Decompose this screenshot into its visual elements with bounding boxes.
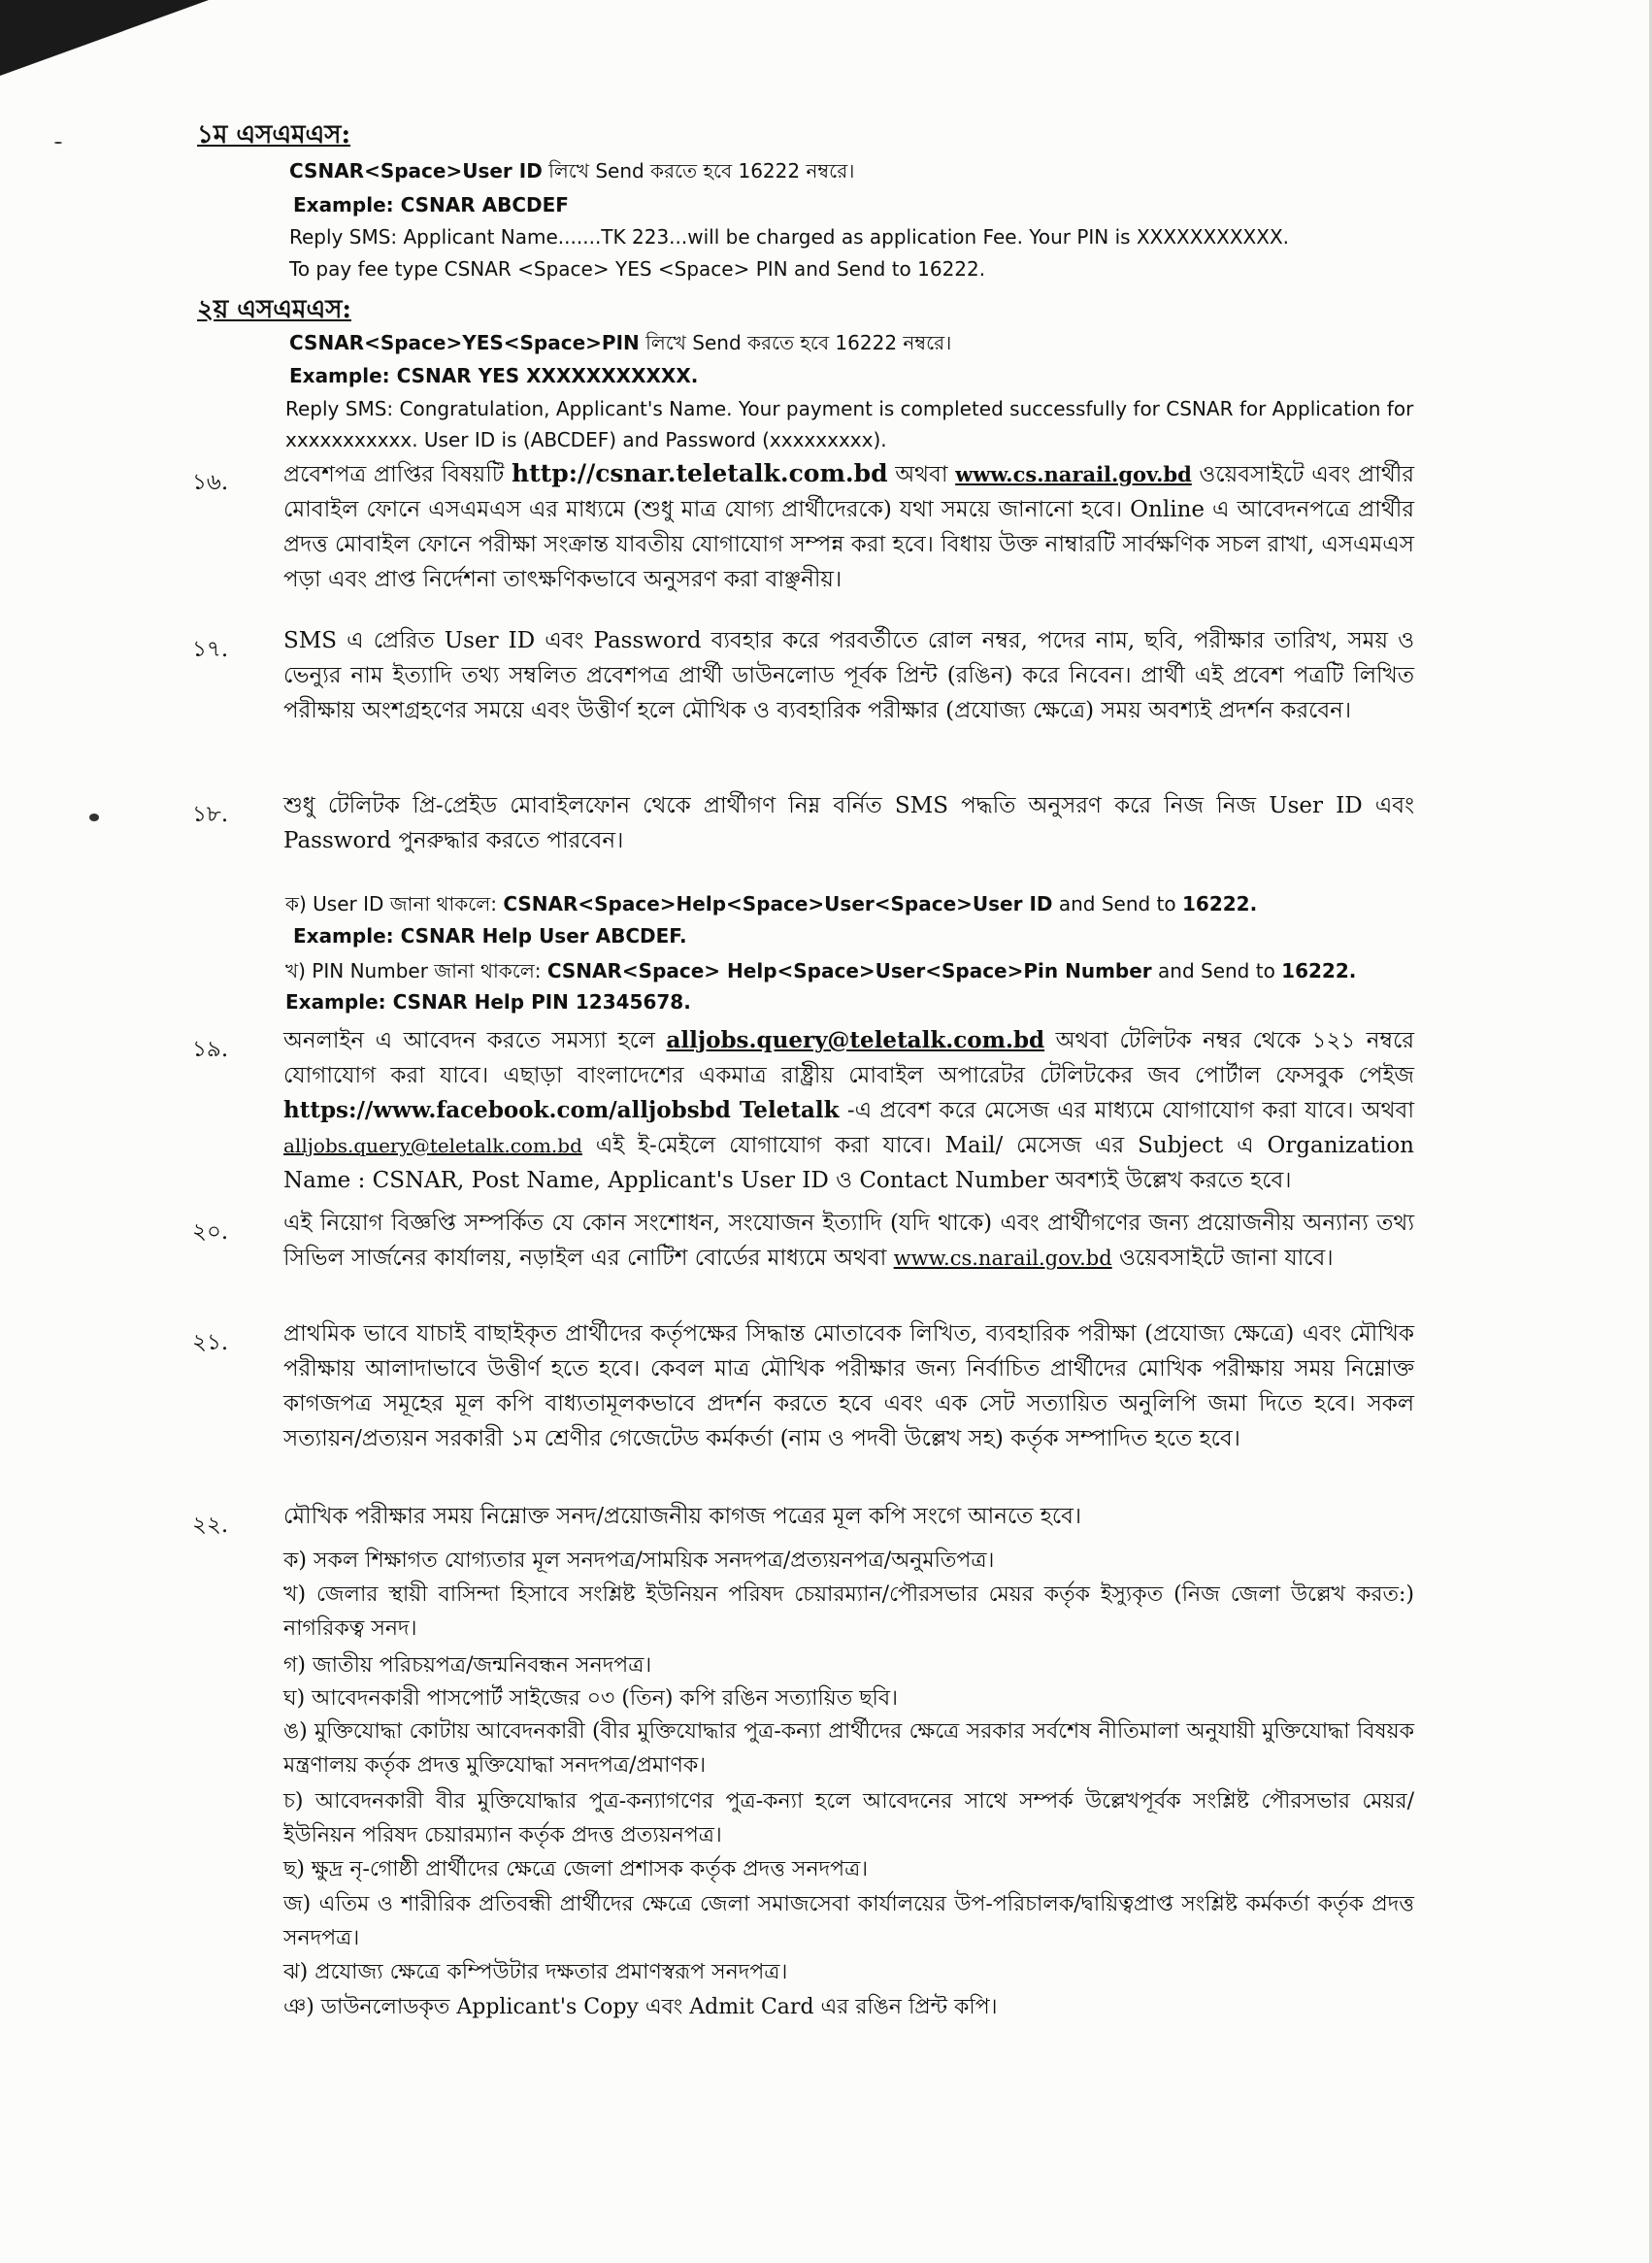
sms2-example: Example: CSNAR YES XXXXXXXXXXX.	[289, 364, 699, 387]
sms1-code: CSNAR<Space>User ID	[289, 159, 543, 183]
document-list-item: ঘ) আবেদনকারী পাসপোর্ট সাইজের ০৩ (তিন) কপি রঙিন সত্যায়িত ছবি।	[283, 1686, 898, 1711]
item-18-ka	[285, 890, 1257, 922]
document-list-item: ক) সকল শিক্ষাগত যোগ্যতার মূল সনদপত্র/সাময়িক সনদপত্র/প্রত্যয়নপত্র/অনুমতিপত্র।	[283, 1548, 995, 1573]
item-21-text: প্রাথমিক ভাবে যাচাই বাছাইকৃত প্রার্থীদের কর্তৃপক্ষের সিদ্ধান্ত মোতাবেক লিখিত, ব্যবহারিক পরীক্ষা (প্রযোজ্য ক্ষেত্রে) এবং মৌখিক পরীক্ষায় আলাদাভাবে উত্তীর্ণ হতে হবে। কেবল মাত্র মৌখিক পরীক্ষার জন্য নির্বাচিত প্রার্থীদের মোখিক পরীক্ষায় সময় নিম্নোক্ত কাগজপত্র সমূহের মূল কপি বাধ্যতামূলকভাবে প্রদর্শন করতে হবে এবং এক সেট সত্যায়িত অনুলিপি জমা দিতে হবে। সকল সত্যায়ন/প্রত্যয়ন সরকারী ১ম শ্রেণীর গেজেটেড কর্মকর্তা (নাম ও পদবী উল্লেখ সহ) কর্তৃক সম্পাদিত হতে হবে।	[283, 1321, 1414, 1451]
item-20-text	[283, 1206, 1414, 1276]
item-16-number: ১৬.	[192, 470, 229, 495]
item-20-text-a: এই নিয়োগ বিজ্ঞপ্তি সম্পর্কিত যে কোন সংশোধন, সংযোজন ইত্যাদি (যদি থাকে) এবং প্রার্থীগণের জন্য প্রয়োজনীয় অন্যান্য তথ্য সিভিল সার্জনের কার্যালয়, নড়াইল এর নোটিশ বোর্ডের মাধ্যমে অথবা	[283, 1211, 1414, 1271]
item-18-number: ১৮.	[192, 802, 229, 827]
sms1-reply: Reply SMS: Applicant Name.......TK 223...will be charged as application Fee. Your PIN is XXXXXXXXXXX.	[289, 225, 1290, 249]
document-list-item: ঙ) মুক্তিযোদ্ধা কোটায় আবেদনকারী (বীর মুক্তিযোদ্ধার পুত্র-কন্যা প্রার্থীদের ক্ষেত্রে সরকার সর্বশেষ নীতিমালা অনুযায়ী মুক্তিযোদ্ধা বিষয়ক মন্ত্রণালয় কর্তৃক প্রদত্ত মুক্তিযোদ্ধা সনদপত্র/প্রমাণক।	[283, 1719, 1414, 1778]
item-16-text-b: অথবা	[887, 462, 956, 487]
item-18-kha-example: Example: CSNAR Help PIN 12345678.	[285, 990, 691, 1014]
document-list-item: গ) জাতীয় পরিচয়পত্র/জন্মনিবন্ধন সনদপত্র।	[283, 1653, 652, 1678]
document-list-item: খ) জেলার স্থায়ী বাসিন্দা হিসাবে সংশ্লিষ্ট ইউনিয়ন পরিষদ চেয়ারম্যান/পৌরসভার মেয়র কর্তৃক ইস্যুকৃত (নিজ জেলা উল্লেখ করত:) নাগরিকত্ব সনদ।	[283, 1582, 1414, 1641]
item-20-number: ২০.	[192, 1219, 229, 1245]
item-19-text-c: -এ প্রবেশ করে মেসেজ এর মাধ্যমে যোগাযোগ করা যাবে। অথবা	[839, 1098, 1415, 1123]
item-16-text-c: ওয়েবসাইটে এবং প্রার্থীর মোবাইল ফোনে এসএমএস এর মাধ্যমে (শুধু মাত্র যোগ্য প্রার্থীদেরকে) যথা সময়ে জানানো হবে। Online এ আবেদনপত্রে প্রার্থীর প্রদত্ত মোবাইল ফোনে পরীক্ষা সংক্রান্ত যাবতীয় যোগাযোগ সম্পন্ন করা হবে। বিধায় উক্ত নাম্বারটি সার্বক্ষণিক সচল রাখা, এসএমএস পড়া এবং প্রাপ্ত নির্দেশনা তাৎক্ষণিকভাবে অনুসরণ করা বাঞ্ছনীয়।	[283, 462, 1414, 592]
document-list-item: ঝ) প্রযোজ্য ক্ষেত্রে কম্পিউটার দক্ষতার প্রমাণস্বরূপ সনদপত্র।	[283, 1960, 788, 1984]
support-email-link-2[interactable]: alljobs.query@teletalk.com.bd	[283, 1134, 582, 1157]
scan-speck	[89, 814, 99, 821]
item-17-number: ১৭.	[192, 637, 229, 662]
item-21-number: ২১.	[192, 1330, 229, 1355]
item-18-kha-number: 16222.	[1281, 959, 1357, 982]
item-16-text-a: প্রবেশপত্র প্রাপ্তির বিষয়টি	[283, 462, 512, 487]
document-list-item: ছ) ক্ষুদ্র নৃ-গোষ্ঠী প্রার্থীদের ক্ষেত্রে জেলা প্রশাসক কর্তৃক প্রদত্ত সনদপত্র।	[283, 1857, 869, 1881]
item-16-text	[283, 456, 1414, 597]
sms2-reply-line1: Reply SMS: Congratulation, Applicant's Name. Your payment is completed successfully for CSNAR for Application for	[285, 397, 1414, 420]
item-18-ka-example: Example: CSNAR Help User ABCDEF.	[293, 924, 687, 948]
item-19-text-b: অথবা টেলিটক নম্বর থেকে ১২১ নম্বরে যোগাযোগ করা যাবে। এছাড়া বাংলাদেশের একমাত্র রাষ্ট্রীয় মোবাইল অপারেটর টেলিটকের জব পোর্টাল ফেসবুক পেইজ	[283, 1028, 1414, 1088]
sms1-pay-instruction: To pay fee type CSNAR <Space> YES <Space> PIN and Send to 16222.	[289, 257, 986, 281]
support-email-link[interactable]: alljobs.query@teletalk.com.bd	[666, 1027, 1045, 1053]
scan-corner-mark	[0, 0, 209, 76]
item-18-ka-code: CSNAR<Space>Help<Space>User<Space>User ID	[503, 892, 1053, 915]
item-18-kha	[285, 957, 1356, 989]
item-22-number: ২২.	[192, 1513, 229, 1538]
item-18-text: শুধু টেলিটক প্রি-প্রেইড মোবাইলফোন থেকে প্রার্থীগণ নিম্ন বর্নিত SMS পদ্ধতি অনুসরণ করে নিজ নিজ User ID এবং Password পুনরুদ্ধার করতে পারবেন।	[283, 793, 1414, 853]
sms2-code: CSNAR<Space>YES<Space>PIN	[289, 331, 640, 354]
item-19-text-d: এই ই-মেইলে যোগাযোগ করা যাবে। Mail/ মেসেজ এর Subject এ Organization Name : CSNAR, Post Name, Applicant's User ID ও Contact Number অবশ্যই উল্লেখ করতে হবে।	[283, 1133, 1414, 1193]
item-19-text	[283, 1023, 1414, 1198]
item-19-text-a: অনলাইন এ আবেদন করতে সমস্যা হলে	[283, 1028, 667, 1053]
sms2-instruction-rest: লিখে Send করতে হবে 16222 নম্বরে।	[639, 331, 952, 354]
item-17-text: SMS এ প্রেরিত User ID এবং Password ব্যবহার করে পরবর্তীতে রোল নম্বর, পদের নাম, ছবি, পরীক্ষার তারিখ, সময় ও ভেন্যুর নাম ইত্যাদি তথ্য সম্বলিত প্রবেশপত্র প্রার্থী ডাউনলোড পূর্বক প্রিন্ট (রঙিন) করে নিবেন। প্রার্থী এই প্রবেশ পত্রটি লিখিত পরীক্ষায় অংশগ্রহণের সময়ে এবং উত্তীর্ণ হলে মৌখিক ও ব্যবহারিক পরীক্ষার (প্রযোজ্য ক্ষেত্রে) সময় অবশ্যই প্রদর্শন করবেন।	[283, 628, 1414, 723]
sms1-instruction-rest: লিখে Send করতে হবে 16222 নম্বরে।	[542, 159, 855, 183]
item-18-ka-label: ক) User ID জানা থাকলে:	[285, 892, 504, 915]
sms2-heading: ২য় এসএমএস:	[197, 295, 351, 324]
narail-website-link-2[interactable]: www.cs.narail.gov.bd	[893, 1247, 1112, 1270]
sms1-heading: ১ম এসএমএস:	[197, 120, 351, 150]
item-22-text: মৌখিক পরীক্ষার সময় নিম্নোক্ত সনদ/প্রয়োজনীয় কাগজ পত্রের মূল কপি সংগে আনতে হবে।	[283, 1504, 1082, 1529]
sms2-reply-line2: xxxxxxxxxxx. User ID is (ABCDEF) and Password (xxxxxxxxx).	[285, 428, 887, 451]
item-18-kha-label: খ) PIN Number জানা থাকলে:	[285, 959, 547, 982]
facebook-page-link[interactable]: https://www.facebook.com/alljobsbd Teletalk	[283, 1097, 840, 1123]
admit-card-url-link[interactable]: http://csnar.teletalk.com.bd	[511, 459, 888, 487]
item-18-kha-rest: and Send to	[1151, 959, 1282, 982]
narail-website-link[interactable]: www.cs.narail.gov.bd	[955, 462, 1192, 486]
item-20-text-b: ওয়েবসাইটে জানা যাবে।	[1111, 1246, 1334, 1271]
sms1-instruction	[289, 157, 854, 189]
document-list-item: চ) আবেদনকারী বীর মুক্তিযোদ্ধার পুত্র-কন্যাগণের পুত্র-কন্যা হলে আবেদনের সাথে সম্পর্ক উল্লেখপূর্বক সংশ্লিষ্ট পৌরসভার মেয়র/ইউনিয়ন পরিষদ চেয়ারম্যান কর্তৃক প্রদত্ত প্রত্যয়নপত্র।	[283, 1789, 1414, 1847]
sms1-example: Example: CSNAR ABCDEF	[293, 193, 569, 216]
item-18-kha-code: CSNAR<Space> Help<Space>User<Space>Pin Number	[546, 959, 1152, 982]
scan-speck	[54, 142, 62, 144]
document-list-item: জ) এতিম ও শারীরিক প্রতিবন্ধী প্রার্থীদের ক্ষেত্রে জেলা সমাজসেবা কার্যালয়ের উপ-পরিচালক/দ্বায়িত্বপ্রাপ্ত সংশ্লিষ্ট কর্মকর্তা কর্তৃক প্রদত্ত সনদপত্র।	[283, 1892, 1414, 1950]
item-19-number: ১৯.	[192, 1037, 229, 1062]
sms2-instruction	[289, 329, 951, 361]
item-18-ka-number: 16222.	[1182, 892, 1258, 915]
item-18-ka-rest: and Send to	[1052, 892, 1182, 915]
document-list-item: ঞ) ডাউনলোডকৃত Applicant's Copy এবং Admit Card এর রঙিন প্রিন্ট কপি।	[283, 1995, 998, 2019]
